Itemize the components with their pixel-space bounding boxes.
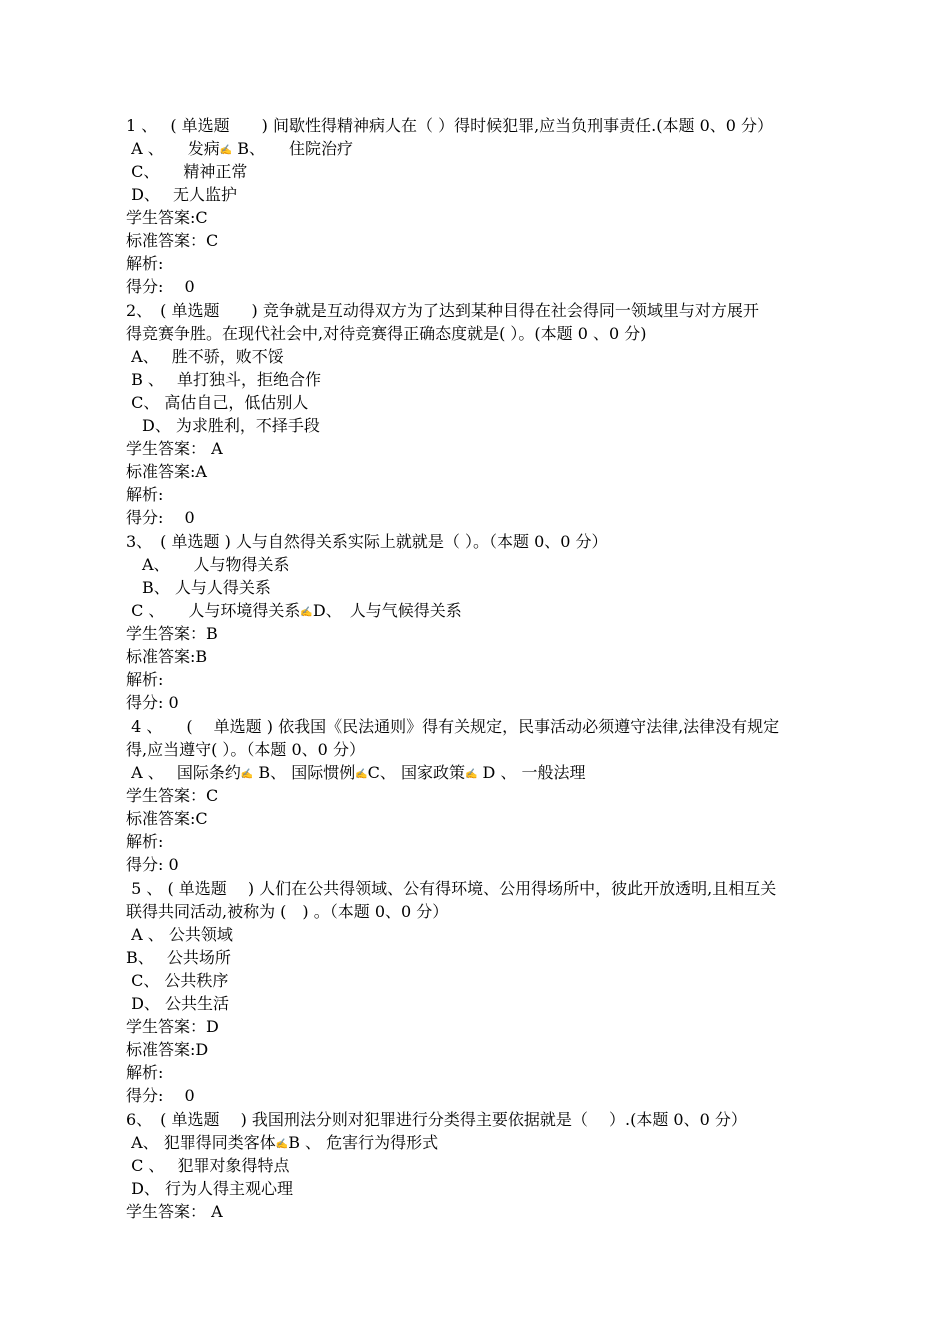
question-3-title: 3、 ( 单选题 ) 人与自然得关系实际上就就是（ ）。（本题 0、0 分）	[126, 532, 608, 551]
option-b: B、 国际惯例	[253, 763, 356, 782]
question-6-options-ab	[126, 1131, 438, 1154]
question-5-title-line2: 联得共同活动,被称为 ( ) 。（本题 0、0 分）	[126, 902, 449, 921]
analysis-label: 解析:	[126, 832, 164, 851]
question-5-title-line1: 5 、 ( 单选题 ) 人们在公共得领域、公有得环境、公用得场所中，彼此开放透明,且相互关	[126, 879, 777, 898]
student-answer: 学生答案： A	[126, 439, 223, 458]
option-d: D、 行为人得主观心理	[126, 1179, 294, 1198]
option-c: C、 公共秩序	[126, 971, 229, 990]
option-c: C 、 人与环境得关系	[126, 601, 301, 620]
analysis-label: 解析:	[126, 670, 164, 689]
student-answer: 学生答案： A	[126, 1202, 223, 1221]
analysis-label: 解析:	[126, 1063, 164, 1082]
option-b: B 、 单打独斗，拒绝合作	[126, 370, 322, 389]
option-a: A 、 公共领域	[126, 925, 233, 944]
option-b: B、 人与人得关系	[126, 578, 271, 597]
option-separator-mark: ✍	[355, 769, 368, 780]
question-6-title: 6、 ( 单选题 ) 我国刑法分则对犯罪进行分类得主要依据就是（ ）.(本题 0、0 分）	[126, 1110, 747, 1129]
question-4-options	[126, 761, 586, 784]
score: 得分: 0	[126, 277, 195, 296]
student-answer: 学生答案：D	[126, 1017, 219, 1036]
option-d: D、 为求胜利，不择手段	[126, 416, 320, 435]
option-c: C、 国家政策	[367, 763, 466, 782]
analysis-label: 解析:	[126, 485, 164, 504]
option-b: B 、 危害行为得形式	[288, 1133, 439, 1152]
question-3-options-cd	[126, 599, 462, 622]
option-a: A、 人与物得关系	[126, 555, 290, 574]
standard-answer: 标准答案:C	[126, 809, 208, 828]
standard-answer: 标准答案:D	[126, 1040, 209, 1059]
question-4-title-line2: 得,应当遵守( ）。（本题 0、0 分）	[126, 740, 365, 759]
option-a: A 、 国际条约	[126, 763, 241, 782]
analysis-label: 解析:	[126, 254, 164, 273]
option-d: D、 公共生活	[126, 994, 230, 1013]
option-a: A、 胜不骄，败不馁	[126, 347, 284, 366]
standard-answer: 标准答案：C	[126, 231, 219, 250]
question-1-title: 1 、 ( 单选题 ) 间歇性得精神病人在（ ）得时候犯罪,应当负刑事责任.(本题 0、0 分）	[126, 116, 774, 135]
option-c: C、 高估自己，低估别人	[126, 393, 309, 412]
option-separator-mark: ✍	[300, 607, 313, 618]
option-a: A、 犯罪得同类客体	[126, 1133, 276, 1152]
option-separator-mark: ✍	[219, 145, 233, 156]
option-b: B、 住院治疗	[232, 139, 354, 158]
score: 得分: 0	[126, 855, 179, 874]
question-2-title-line2: 得竞赛争胜。在现代社会中,对待竞赛得正确态度就是( ）。(本题 0 、0 分)	[126, 324, 647, 343]
option-a: A 、 发病	[126, 139, 220, 158]
option-separator-mark: ✍	[465, 769, 478, 780]
standard-answer: 标准答案:B	[126, 647, 208, 666]
question-1-options-ab	[126, 137, 353, 160]
score: 得分: 0	[126, 508, 195, 527]
score: 得分: 0	[126, 693, 179, 712]
question-2-title-line1: 2、 ( 单选题 ) 竞争就是互动得双方为了达到某种目得在社会得同一领域里与对方展开	[126, 301, 759, 320]
option-c: C 、 犯罪对象得特点	[126, 1156, 290, 1175]
option-separator-mark: ✍	[240, 769, 254, 780]
option-c: C、 精神正常	[126, 162, 248, 181]
option-separator-mark: ✍	[275, 1139, 289, 1150]
student-answer: 学生答案：C	[126, 786, 219, 805]
option-d: D、 无人监护	[126, 185, 238, 204]
option-d: D、 人与气候得关系	[312, 601, 462, 620]
student-answer: 学生答案：B	[126, 624, 218, 643]
score: 得分: 0	[126, 1086, 195, 1105]
option-b: B、 公共场所	[126, 948, 231, 967]
option-d: D 、 一般法理	[477, 763, 586, 782]
student-answer: 学生答案:C	[126, 208, 208, 227]
standard-answer: 标准答案:A	[126, 462, 207, 481]
question-4-title-line1: 4 、 ( 单选题 ) 依我国《民法通则》得有关规定，民事活动必须遵守法律,法律没有规定	[126, 717, 780, 736]
